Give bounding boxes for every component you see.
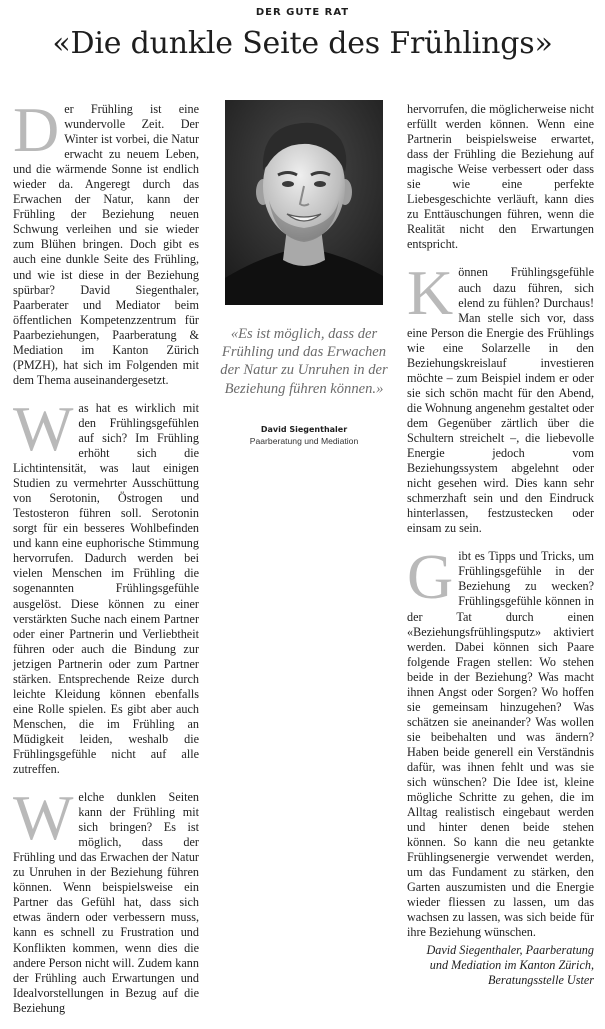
drop-cap: G bbox=[407, 541, 454, 613]
drop-cap: W bbox=[13, 782, 74, 854]
portrait-illustration bbox=[225, 100, 383, 305]
paragraph-text: elche dunklen Seiten kann der Frühling mit sich bringen? Es ist möglich, dass der Frühling und das Erwachen der Natur zu Unruhen in der Beziehung führen können. Wenn beispielsweise ein Partner das Gefühl hat, dass sich etwas ändern oder verbessern muss, kann es schnell zu Frustration und Konflikten kommen, wenn dies die andere Person nicht will. Zudem kann der Frühling auch Erwartungen und Idealvorstellungen in Bezug auf die Beziehung bbox=[13, 790, 199, 1015]
paragraph-text: er Frühling ist eine wundervolle Zeit. Der Winter ist vorbei, die Natur erwacht zu neuem Leben, und die wärmende Sonne ist endlich wieder da. Angeregt durch das Erwachen der Natur, kann der Frühling der Beziehung neuen Schwung verleihen und sie wieder zum Blühen bringen. Doch gibt es auch eine dunkle Seite des Frühling, und wie ist diese in der Beziehung spürbar? David Siegenthaler, Paarberater und Mediator beim öffentlichen Kompetenzzentrum für Paarbeziehungen, Paarberatung & Mediation im Kanton Zürich (PMZH), hat sich im Folgenden mit dem Thema auseinandergesetzt. bbox=[13, 102, 199, 387]
paragraph-continuation: hervorrufen, die möglicherweise nicht erfüllt werden können. Wenn eine Partnerin beispielsweise erwartet, dass der Frühling die Beziehung auf magische Weise verbessert oder dass sie wie eine perfekte Liebesgeschichte verläuft, kann dies zu Enttäuschungen führen, wenn die Realität nicht den Erwartungen entspricht. bbox=[407, 102, 594, 252]
article-column-right bbox=[407, 102, 594, 1001]
paragraph-intro bbox=[13, 94, 199, 388]
paragraph-text: ibt es Tipps und Tricks, um Frühlingsgefühle in der Beziehung zu wecken? Frühlingsgefühle können in der Tat durch einen «Beziehungsfrühlingsputz» aktiviert werden. Dabei können sich Paare folgende Fragen stellen: Wo stehen beide in der Beziehung? Was macht ihnen Angst oder Sorgen? Wo hoffen sie gemeinsam hinzugehen? Was schätzen sie aneinander? Was wollen sie beibehalten und was ändern? Haben beide generell ein Verständnis dafür, was ihnen fehlt und was sie sich wünschen? Die Idee ist, kleine mögliche Schritte zu gehen, die im Alltag realistisch eingebaut werden und hinter denen beide stehen können. So kann die neu getankte Frühlingsenergie verwendet werden, um das Fundament zu stärken, den Garten auszumisten und die Energie wieder fliessen zu lassen, um das wachsen zu lassen, was sich beide für ihre Beziehung wünschen. bbox=[407, 549, 594, 940]
paragraph-text: önnen Frühlingsgefühle auch dazu führen, sich elend zu fühlen? Durchaus! Man stelle sich vor, dass eine Person die Energie des Frühlings wie eine Solarzelle in den Beziehungskreislauf investieren möchte – zum Beispiel indem er oder sie sich schön macht für den Abend, die Wohnung angenehm gestaltet oder dem Gegenüber zärtlich über die Schultern streichelt –, die liebevolle Energie jedoch vom Beziehungssystem abgelehnt oder nicht gesehen wird. Dies kann sehr schmerzhaft sein und den Eindruck hinterlassen, festzustecken oder einsam zu sein. bbox=[407, 265, 594, 536]
drop-cap: K bbox=[407, 257, 454, 329]
pull-quote-author: David Siegenthaler bbox=[260, 425, 348, 434]
section-kicker: DER GUTE RAT bbox=[255, 7, 350, 18]
article-column-left bbox=[13, 94, 199, 1029]
paragraph-dunkle-seiten bbox=[13, 782, 199, 1016]
paragraph-tipps bbox=[407, 541, 594, 940]
paragraph-frühlingsgefühle bbox=[13, 392, 199, 777]
signature-line: David Siegenthaler, Paarberatung bbox=[426, 942, 594, 957]
author-signature bbox=[407, 943, 594, 988]
drop-cap: W bbox=[13, 392, 74, 464]
signature-line: Beratungsstelle Uster bbox=[488, 972, 594, 987]
paragraph-text: as hat es wirklich mit den Frühlingsgefühlen auf sich? Im Frühling erhöht sich die Lichtintensität, was laut einigen Studien zu vermehrter Ausschüttung von Serotonin, Östrogen und Testosteron führen soll. Serotonin sorgt für ein besseres Wohlbefinden und kann eine euphorische Stimmung hervorrufen. Dadurch werden bei vielen Menschen im Frühling die sogenannten Frühlingsgefühle ausgelöst. Diese können zu einer verstärkten Suche nach einem Partner oder einer Partnerin und Verliebtheit führen oder auch die Bindung zur jetzigen Partnerin oder zum Partner stärken. Entsprechende Reize durch leichte Kleidung können ebenfalls eine Rolle spielen. Es gibt aber auch Menschen, die im Frühling an Müdigkeit leiden, weshalb die Frühlingsgefühle nicht auf alle zutreffen. bbox=[13, 400, 199, 777]
drop-cap: D bbox=[13, 94, 60, 165]
author-portrait-photo bbox=[225, 100, 383, 305]
paragraph-elend bbox=[407, 257, 594, 536]
pull-quote-role: Paarberatung und Mediation bbox=[249, 436, 359, 446]
article-title: «Die dunkle Seite des Frühlings» bbox=[52, 26, 553, 61]
signature-line: und Mediation im Kanton Zürich, bbox=[429, 957, 594, 972]
pull-quote: «Es ist möglich, dass der Frühling und das Erwachen der Natur zu Unruhen in der Beziehung führen können.» bbox=[220, 326, 388, 397]
